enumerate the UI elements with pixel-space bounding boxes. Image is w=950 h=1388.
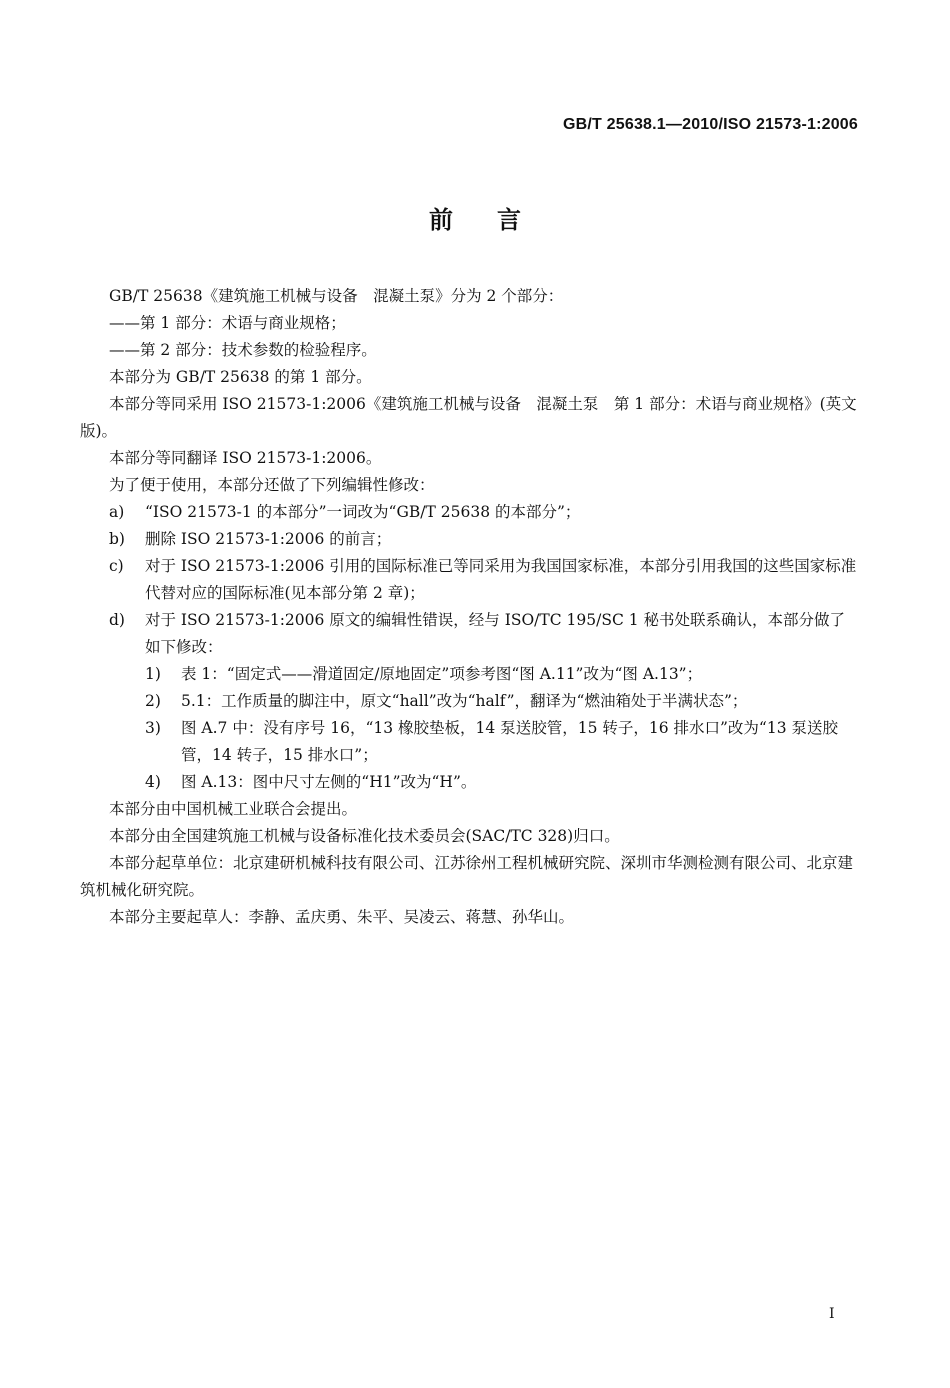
standard-code: GB/T 25638.1—2010/ISO 21573-1:2006 — [563, 116, 858, 133]
edit-item-text: 对于 ISO 21573-1:2006 原文的编辑性错误，经与 ISO/TC 195/SC 1 秘书处联系确认，本部分做了如下修改： — [145, 611, 846, 656]
edit-item-text: “ISO 21573-1 的本部分”一词改为“GB/T 25638 的本部分”； — [145, 503, 581, 521]
modification-item-3 — [80, 715, 860, 769]
modification-item-2 — [80, 688, 860, 715]
modification-marker: 4) — [145, 773, 161, 791]
edit-item-a — [80, 499, 860, 526]
page-number: I — [829, 1306, 835, 1322]
paragraph-committee: 本部分由全国建筑施工机械与设备标准化技术委员会(SAC/TC 328)归口。 — [109, 827, 620, 845]
paragraph-edits-intro: 为了便于使用，本部分还做了下列编辑性修改： — [109, 476, 435, 494]
paragraph-part-statement: 本部分为 GB/T 25638 的第 1 部分。 — [109, 368, 372, 386]
edit-item-text: 删除 ISO 21573-1:2006 的前言； — [145, 530, 392, 548]
document-body — [80, 283, 860, 931]
paragraph-adoption: 本部分等同采用 ISO 21573-1:2006《建筑施工机械与设备 混凝土泵 第 1 部分：术语与商业规格》(英文版)。 — [80, 395, 857, 440]
paragraph-proposer: 本部分由中国机械工业联合会提出。 — [109, 800, 358, 818]
modification-text: 图 A.7 中：没有序号 16，“13 橡胶垫板，14 泵送胶管，15 转子，16 排水口”改为“13 泵送胶管，14 转子，15 排水口”； — [181, 719, 839, 764]
paragraph-intro: GB/T 25638《建筑施工机械与设备 混凝土泵》分为 2 个部分： — [109, 287, 564, 305]
modification-item-4 — [80, 769, 860, 796]
page-title: 前言 — [429, 206, 565, 234]
edit-item-text: 对于 ISO 21573-1:2006 引用的国际标准已等同采用为我国国家标准，本部分引用我国的这些国家标准代替对应的国际标准(见本部分第 2 章)； — [145, 557, 857, 602]
paragraph-drafting-units: 本部分起草单位：北京建研机械科技有限公司、江苏徐州工程机械研究院、深圳市华测检测有限公司、北京建筑机械化研究院。 — [80, 854, 854, 899]
edit-item-b — [80, 526, 860, 553]
modification-item-1 — [80, 661, 860, 688]
paragraph-translation: 本部分等同翻译 ISO 21573-1:2006。 — [109, 449, 382, 467]
modification-marker: 1) — [145, 665, 161, 683]
modification-text: 表 1：“固定式——滑道固定/原地固定”项参考图“图 A.11”改为“图 A.13”； — [181, 665, 703, 683]
part-list-item-1: ——第 1 部分：术语与商业规格； — [109, 314, 346, 332]
modification-text: 图 A.13：图中尺寸左侧的“H1”改为“H”。 — [181, 773, 477, 791]
modification-marker: 2) — [145, 692, 161, 710]
edit-item-marker: b) — [109, 530, 125, 548]
edit-item-d — [80, 607, 860, 661]
modification-marker: 3) — [145, 719, 161, 737]
edit-item-marker: d) — [109, 611, 125, 629]
paragraph-drafters: 本部分主要起草人：李静、孟庆勇、朱平、吴凌云、蒋慧、孙华山。 — [109, 908, 575, 926]
edit-item-marker: c) — [109, 557, 124, 575]
edit-item-c — [80, 553, 860, 607]
edit-item-marker: a) — [109, 503, 125, 521]
modification-text: 5.1：工作质量的脚注中，原文“hall”改为“half”，翻译为“燃油箱处于半满状态”； — [181, 692, 748, 710]
part-list-item-2: ——第 2 部分：技术参数的检验程序。 — [109, 341, 377, 359]
